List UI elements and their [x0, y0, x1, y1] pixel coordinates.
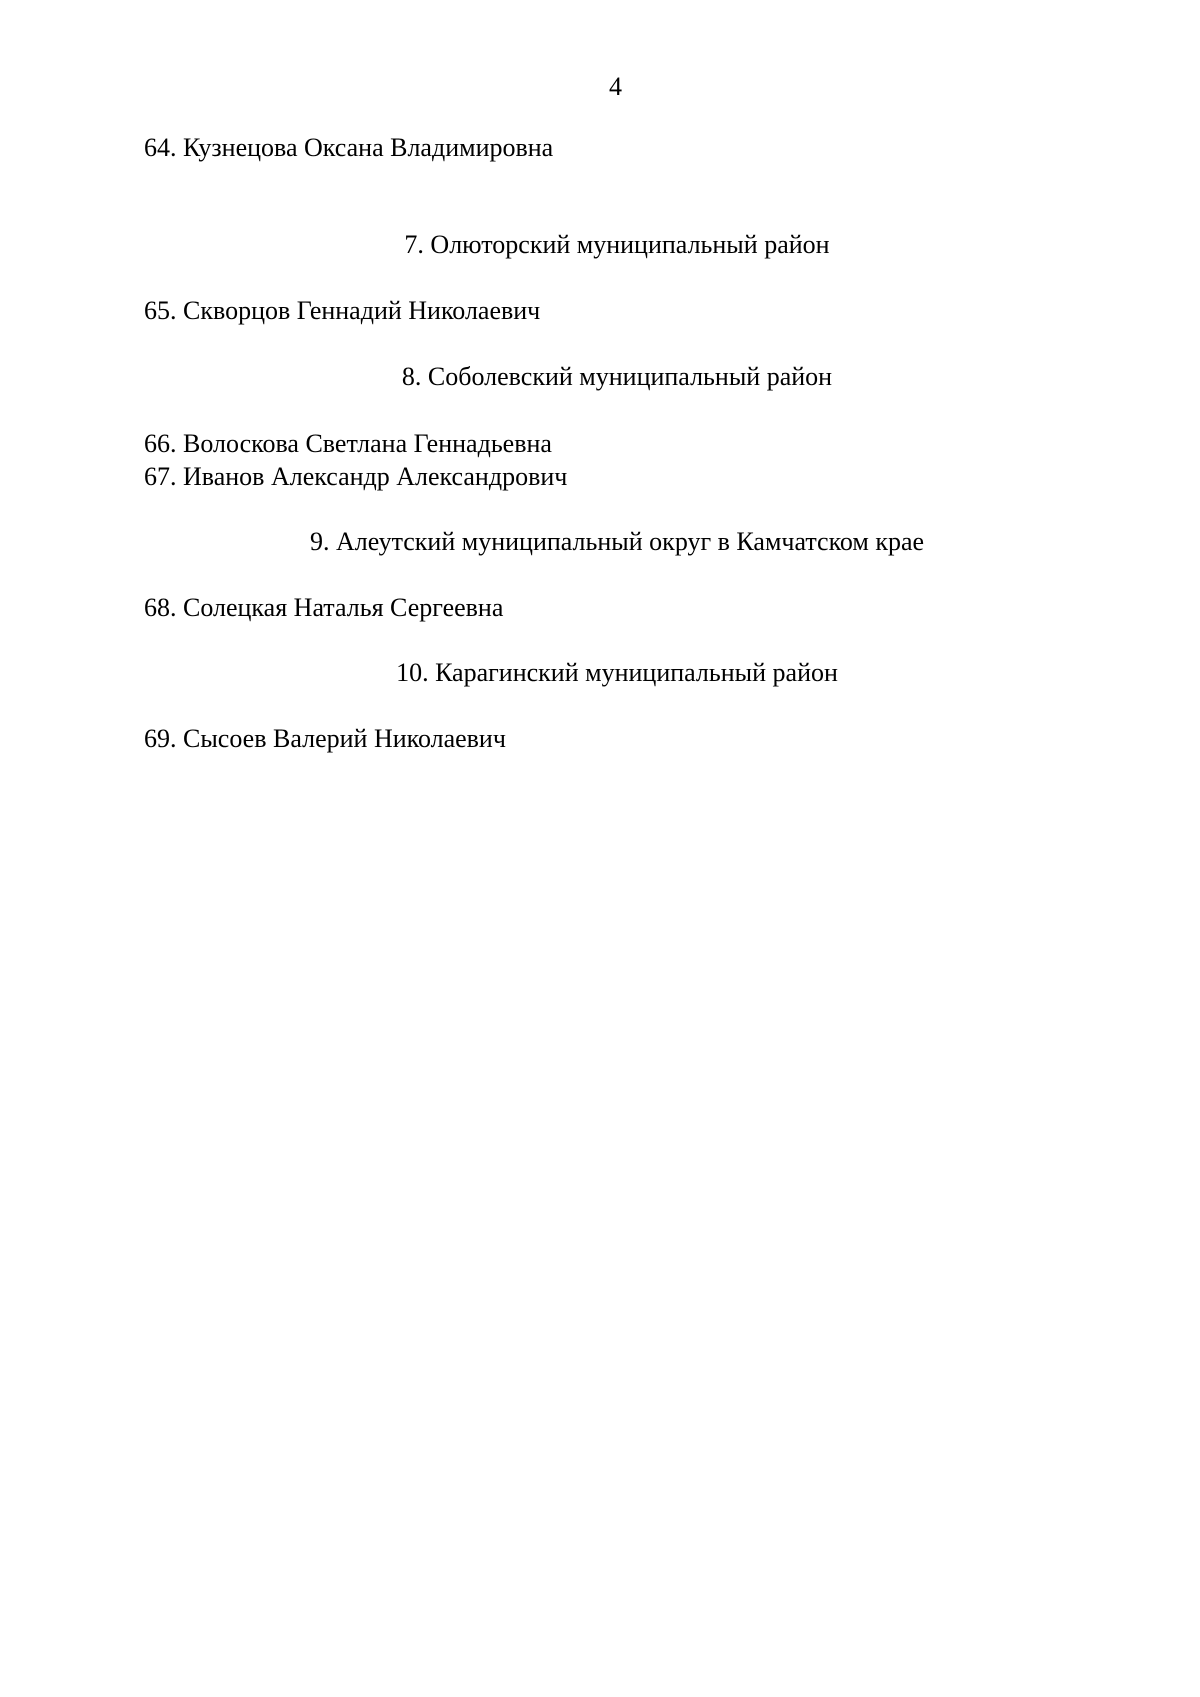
district-heading-8: 8. Соболевский муниципальный район — [401, 362, 833, 391]
district-heading-10: 10. Карагинский муниципальный район — [396, 658, 838, 687]
page-number: 4 — [609, 72, 622, 101]
list-item-67: 67. Иванов Александр Александрович — [144, 462, 568, 491]
list-item-69: 69. Сысоев Валерий Николаевич — [144, 724, 506, 753]
list-item-65: 65. Скворцов Геннадий Николаевич — [144, 296, 541, 325]
list-item-64: 64. Кузнецова Оксана Владимировна — [144, 133, 554, 162]
district-heading-7: 7. Олюторский муниципальный район — [404, 230, 830, 259]
district-heading-9: 9. Алеутский муниципальный округ в Камчатском крае — [309, 527, 925, 556]
list-item-66: 66. Волоскова Светлана Геннадьевна — [144, 429, 552, 458]
list-item-68: 68. Солецкая Наталья Сергеевна — [144, 593, 504, 622]
